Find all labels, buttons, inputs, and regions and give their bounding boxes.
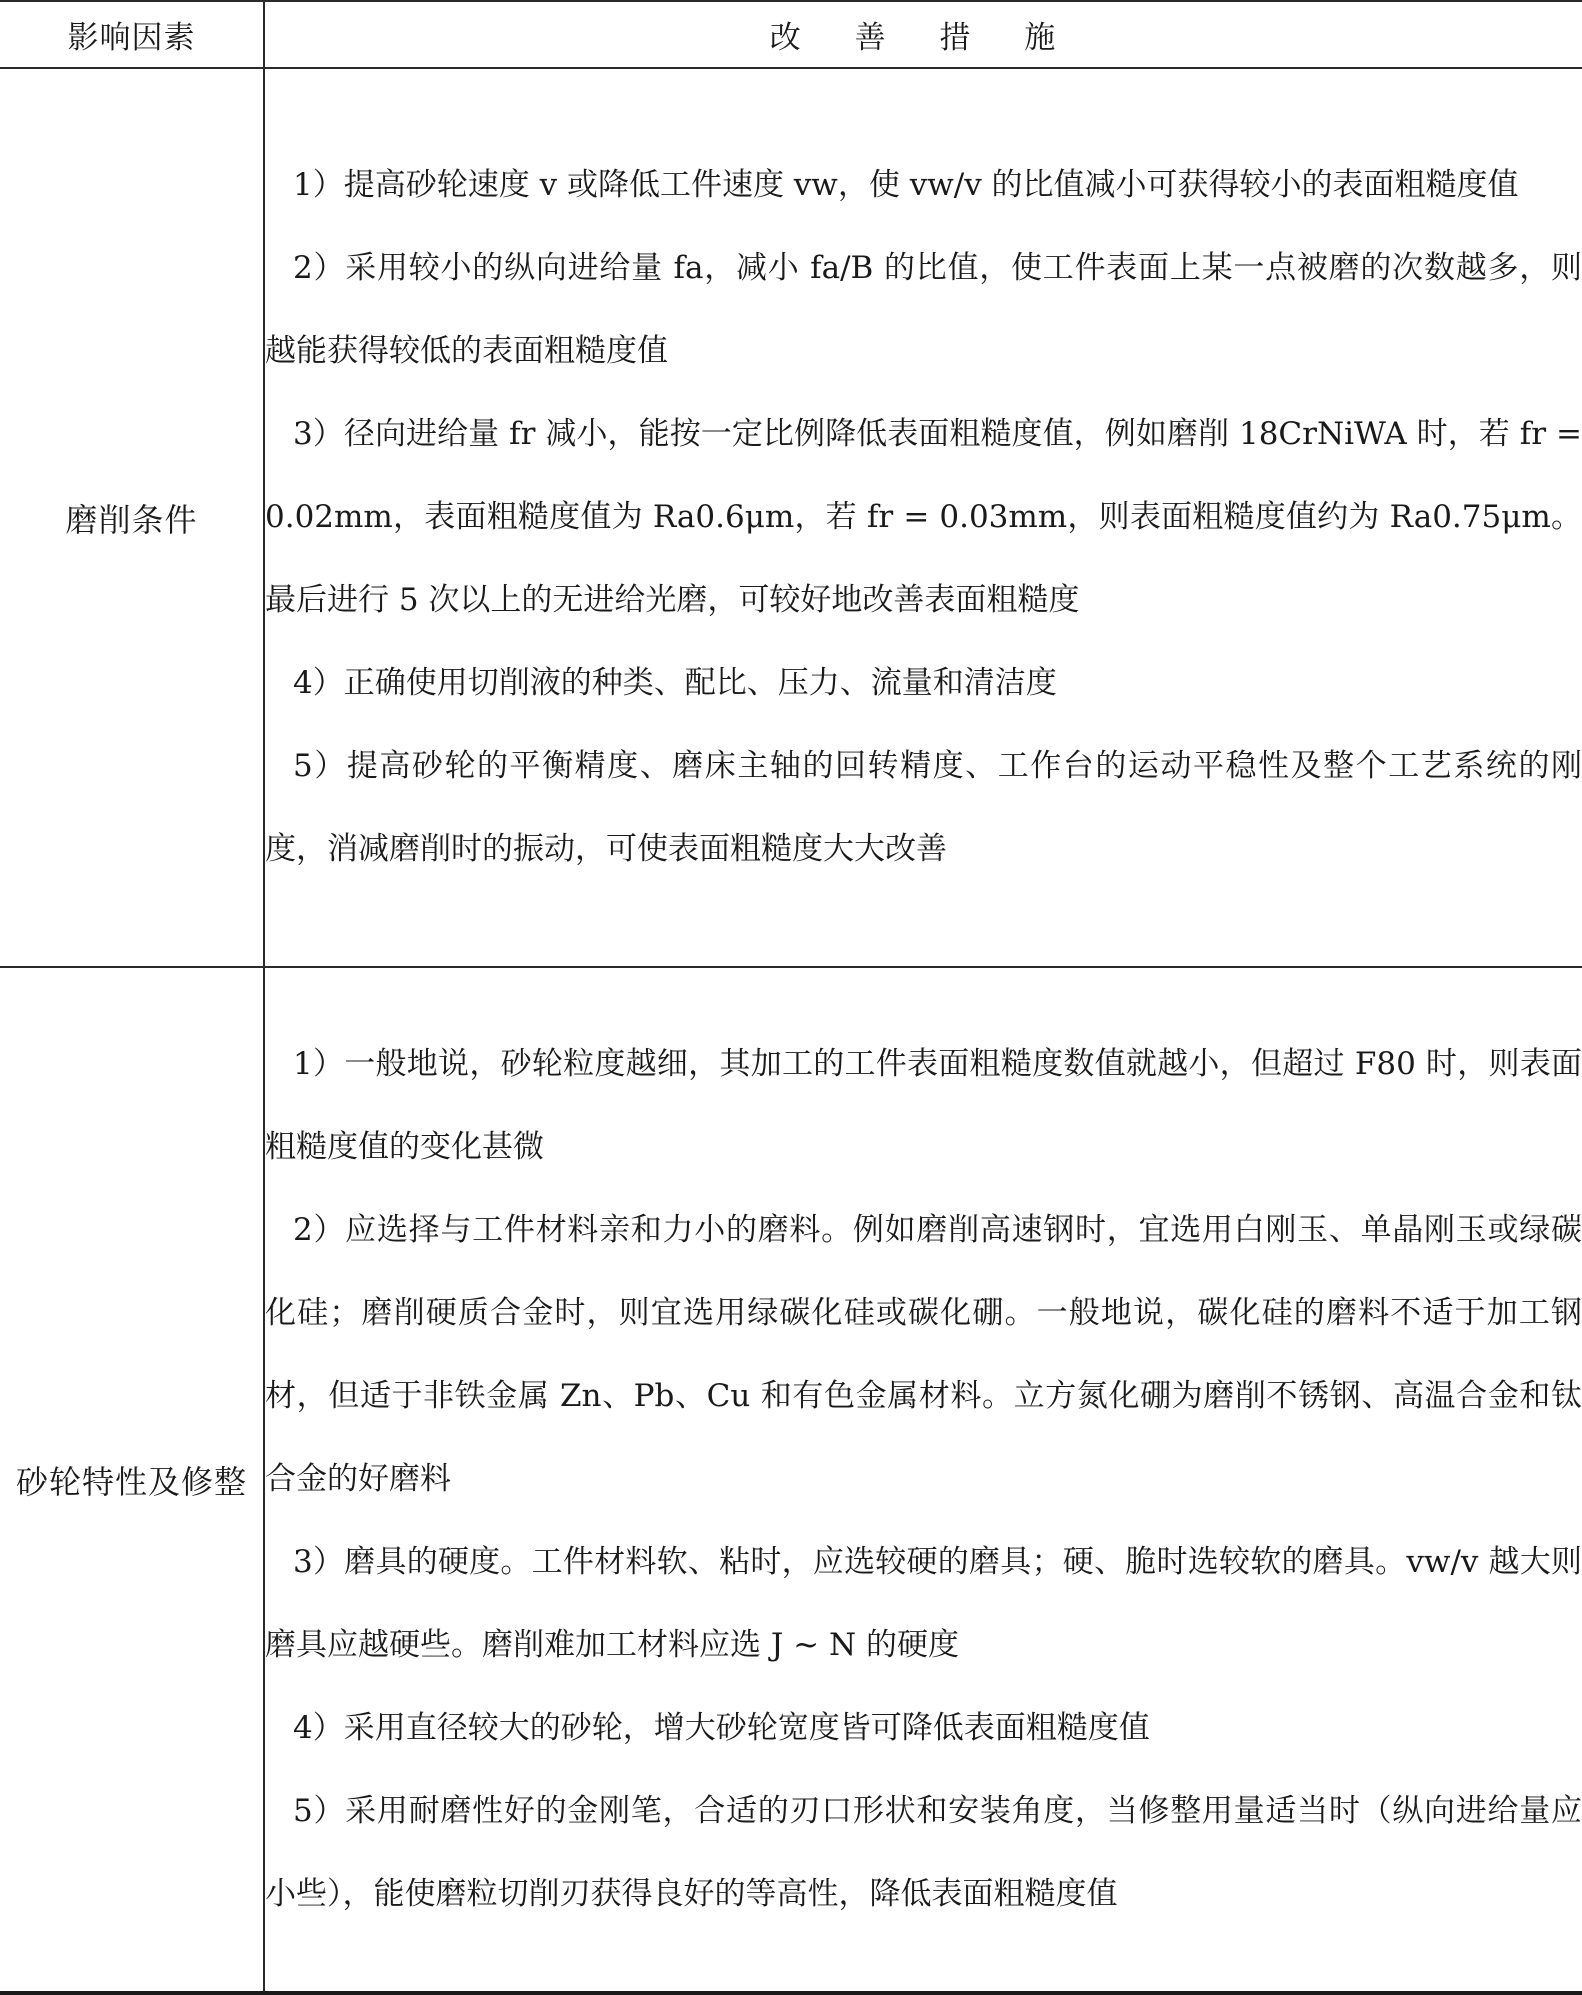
header-measures: 改 善 措 施	[264, 1, 1582, 68]
measure-item: 5）采用耐磨性好的金刚笔，合适的刃口形状和安装角度，当修整用量适当时（纵向进给量应小些），能使磨粒切削刃获得良好的等高性，降低表面粗糙度值	[265, 1793, 1582, 1912]
measure-item: 1）一般地说，砂轮粒度越细，其加工的工件表面粗糙度数值就越小，但超过 F80 时，则表面粗糙度值的变化甚微	[265, 1046, 1582, 1165]
measure-item: 1）提高砂轮速度 v 或降低工件速度 vw，使 vw/v 的比值减小可获得较小的表面粗糙度值	[293, 167, 1519, 203]
table-header-row	[0, 1, 1582, 68]
measure-item: 4）采用直径较大的砂轮，增大砂轮宽度皆可降低表面粗糙度值	[293, 1710, 1150, 1746]
measure-item: 3）径向进给量 fr 减小，能按一定比例降低表面粗糙度值，例如磨削 18CrNiWA 时，若 fr = 0.02mm，表面粗糙度值为 Ra0.6μm，若 fr = 0.03mm，则表面粗糙度值约为 Ra0.75μm。最后进行 5 次以上的无进给光磨，可较好地改善表面粗糙度	[265, 416, 1582, 618]
measure-item: 3）磨具的硬度。工件材料软、粘时，应选较硬的磨具；硬、脆时选较软的磨具。vw/v 越大则磨具应越硬些。磨削难加工材料应选 J ~ N 的硬度	[265, 1544, 1582, 1663]
measure-item: 4）正确使用切削液的种类、配比、压力、流量和清洁度	[293, 665, 1057, 701]
measure-item: 5）提高砂轮的平衡精度、磨床主轴的回转精度、工作台的运动平稳性及整个工艺系统的刚度，消减磨削时的振动，可使表面粗糙度大大改善	[265, 748, 1582, 867]
measure-item: 2）应选择与工件材料亲和力小的磨料。例如磨削高速钢时，宜选用白刚玉、单晶刚玉或绿碳化硅；磨削硬质合金时，则宜选用绿碳化硅或碳化硼。一般地说，碳化硅的磨料不适于加工钢材，但适于非铁金属 Zn、Pb、Cu 和有色金属材料。立方氮化硼为磨削不锈钢、高温合金和钛合金的好磨料	[265, 1212, 1582, 1497]
factor-cell: 砂轮特性及修整	[0, 967, 264, 1993]
measures-cell	[264, 68, 1582, 967]
table-row	[0, 68, 1582, 967]
factor-cell: 磨削条件	[0, 68, 264, 967]
header-factor: 影响因素	[0, 1, 264, 68]
measure-item: 2）采用较小的纵向进给量 fa，减小 fa/B 的比值，使工件表面上某一点被磨的次数越多，则越能获得较低的表面粗糙度值	[265, 250, 1582, 369]
measures-cell	[264, 967, 1582, 1993]
table-row	[0, 967, 1582, 1993]
